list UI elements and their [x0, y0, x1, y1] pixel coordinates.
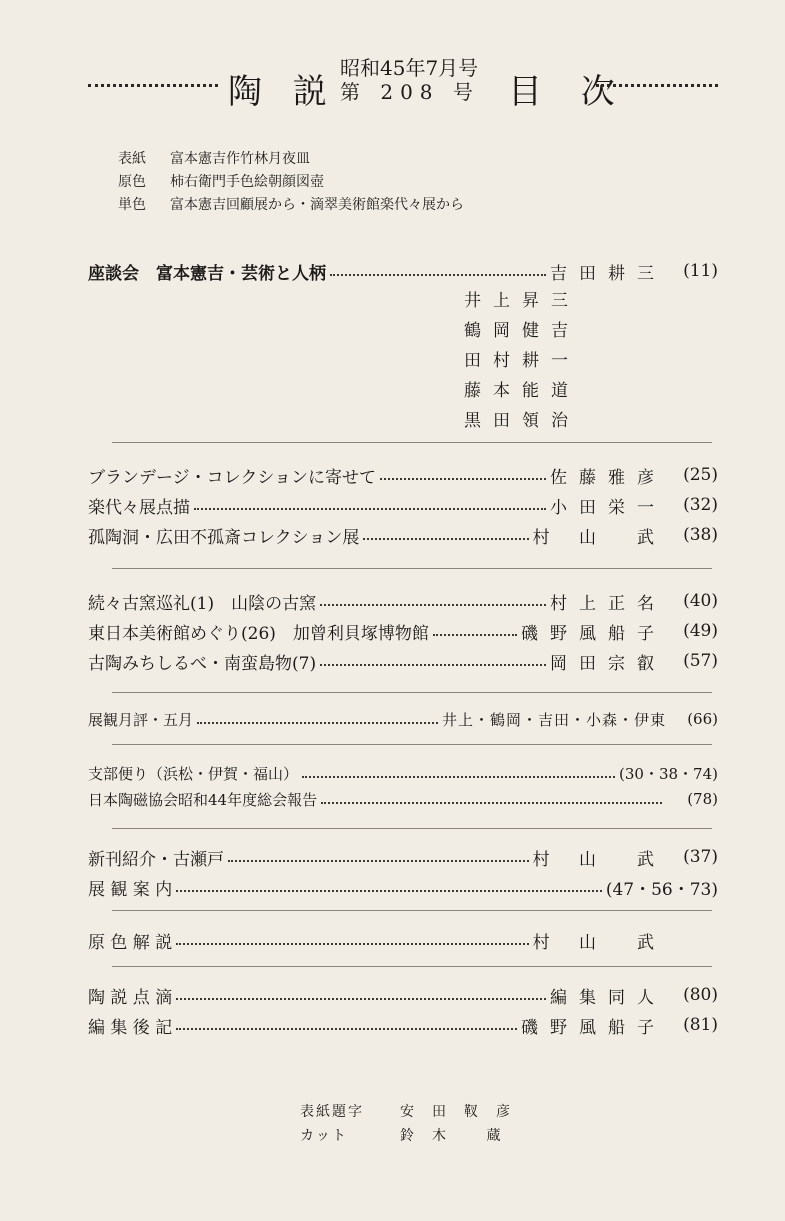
dot-leader — [330, 274, 546, 276]
entry-title: 孤陶洞・広田不孤斎コレクション展 — [88, 527, 360, 548]
entry-author: 磯野風船子 — [521, 623, 666, 644]
entry-author: 磯野風船子 — [521, 1017, 666, 1038]
credit-value: 安田靫彦 — [400, 1104, 528, 1120]
plate-text: 柿右衛門手色絵朝顔図壺 — [170, 174, 324, 190]
entry-title: 座談会 富本憲吉・芸術と人柄 — [88, 263, 326, 284]
magazine-title: 陶 説 — [228, 72, 337, 112]
entry-author: 井上・鶴岡・吉田・小森・伊東 — [441, 710, 666, 729]
toc-entry[interactable] — [88, 520, 718, 550]
toc-entry[interactable] — [88, 646, 718, 676]
entry-author: 村上正名 — [550, 593, 666, 614]
entry-author: 小田栄一 — [550, 497, 666, 518]
participant-list — [464, 286, 580, 436]
entry-page: (38) — [683, 525, 718, 545]
entry-page: (47・56・73) — [605, 879, 718, 900]
issue-number: 第 208 号 — [340, 80, 480, 104]
credit-label: カット — [300, 1128, 348, 1144]
participant-name: 鶴岡健吉 — [464, 321, 580, 341]
entry-author: 村 山 武 — [532, 849, 666, 870]
entry-page: (30・38・74) — [619, 764, 718, 783]
dotted-rule-right — [596, 84, 718, 87]
plate-label: 単色 — [118, 197, 146, 213]
divider — [112, 442, 712, 443]
dotted-rule-left — [88, 84, 218, 87]
dot-leader — [176, 890, 602, 892]
entry-page: (25) — [683, 465, 718, 485]
plate-item — [118, 148, 464, 171]
entry-title: 支部便り（浜松・伊賀・福山） — [88, 764, 299, 783]
divider — [112, 910, 712, 911]
plate-text: 富本憲吉作竹林月夜皿 — [170, 151, 310, 167]
entry-title: 古陶みちしるべ・南蛮島物(7) — [88, 653, 317, 674]
divider — [112, 828, 712, 829]
toc-entry[interactable] — [88, 460, 718, 490]
entry-title: 編 集 後 記 — [88, 1017, 173, 1038]
toc-entry[interactable] — [88, 980, 718, 1010]
dot-leader — [363, 538, 528, 540]
dot-leader — [302, 776, 615, 778]
divider — [112, 568, 712, 569]
plate-label: 原色 — [118, 174, 146, 190]
issue-date: 昭和45年7月号 — [340, 56, 479, 80]
toc-section — [88, 842, 718, 902]
masthead — [88, 56, 718, 116]
entry-page: (66) — [687, 710, 718, 728]
toc-section — [88, 760, 718, 812]
toc-section — [88, 706, 718, 732]
plate-item — [118, 171, 464, 194]
entry-page: (37) — [683, 847, 718, 867]
dot-leader — [228, 860, 529, 862]
toc-section-zadankai — [88, 256, 718, 286]
dot-leader — [433, 634, 517, 636]
toc-entry[interactable] — [88, 872, 718, 902]
entry-author: 吉田耕三 — [550, 263, 666, 284]
entry-title: 陶 説 点 滴 — [88, 987, 173, 1008]
entry-title: 展 観 案 内 — [88, 879, 173, 900]
toc-section — [88, 925, 718, 955]
credit-value: 鈴木 蔵 — [400, 1128, 519, 1144]
toc-entry[interactable] — [88, 586, 718, 616]
plate-label: 表紙 — [118, 151, 146, 167]
entry-page: (57) — [683, 651, 718, 671]
dot-leader — [197, 722, 438, 724]
entry-title: 原 色 解 説 — [88, 932, 173, 953]
toc-section — [88, 980, 718, 1040]
toc-entry[interactable] — [88, 706, 718, 732]
divider — [112, 692, 712, 693]
entry-author: 佐藤雅彦 — [550, 467, 666, 488]
toc-entry[interactable] — [88, 786, 718, 812]
entry-title: 新刊紹介・古瀬戸 — [88, 849, 224, 870]
credits — [300, 1100, 528, 1148]
dot-leader — [194, 508, 546, 510]
participant-name: 井上昇三 — [464, 291, 580, 311]
credit-line — [300, 1100, 528, 1124]
toc-entry[interactable] — [88, 1010, 718, 1040]
entry-title: 東日本美術館めぐり(26) 加曾利貝塚博物館 — [88, 623, 429, 644]
entry-title: 日本陶磁協会昭和44年度総会報告 — [88, 790, 318, 809]
issue-info — [340, 56, 480, 104]
entry-page: (49) — [683, 621, 718, 641]
plate-text: 富本憲吉回顧展から・滴翠美術館楽代々展から — [170, 197, 464, 213]
participant-name: 田村耕一 — [464, 351, 580, 371]
toc-entry[interactable] — [88, 616, 718, 646]
dot-leader — [380, 478, 546, 480]
entry-title: ブランデージ・コレクションに寄せて — [88, 467, 376, 488]
toc-section — [88, 586, 718, 676]
toc-entry[interactable] — [88, 925, 718, 955]
entry-author: 岡田宗叡 — [550, 653, 666, 674]
plate-list — [118, 148, 464, 217]
toc-section — [88, 460, 718, 550]
entry-page: (40) — [683, 591, 718, 611]
entry-author: 村 山 武 — [532, 527, 666, 548]
toc-entry[interactable] — [88, 842, 718, 872]
contents-heading: 目 次 — [508, 72, 629, 112]
dot-leader — [176, 1028, 517, 1030]
entry-page: (32) — [683, 495, 718, 515]
entry-page: (78) — [687, 790, 718, 808]
entry-page: (80) — [683, 985, 718, 1005]
divider — [112, 966, 712, 967]
dot-leader — [176, 998, 546, 1000]
plate-item — [118, 194, 464, 217]
entry-title: 展観月評・五月 — [88, 710, 194, 729]
entry-author: 村 山 武 — [532, 932, 666, 953]
dot-leader — [176, 943, 528, 945]
entry-page: (11) — [683, 261, 718, 281]
divider — [112, 744, 712, 745]
toc-entry[interactable] — [88, 490, 718, 520]
dot-leader — [321, 802, 662, 804]
dot-leader — [320, 664, 546, 666]
entry-title: 楽代々展点描 — [88, 497, 190, 518]
toc-entry[interactable] — [88, 256, 718, 286]
entry-author: 編集同人 — [550, 987, 666, 1008]
credit-label: 表紙題字 — [300, 1104, 364, 1120]
toc-entry[interactable] — [88, 760, 718, 786]
participant-name: 黒田領治 — [464, 411, 580, 431]
participant-name: 藤本能道 — [464, 381, 580, 401]
entry-title: 続々古窯巡礼(1) 山陰の古窯 — [88, 593, 317, 614]
credit-line — [300, 1124, 528, 1148]
dot-leader — [320, 604, 546, 606]
entry-page: (81) — [683, 1015, 718, 1035]
